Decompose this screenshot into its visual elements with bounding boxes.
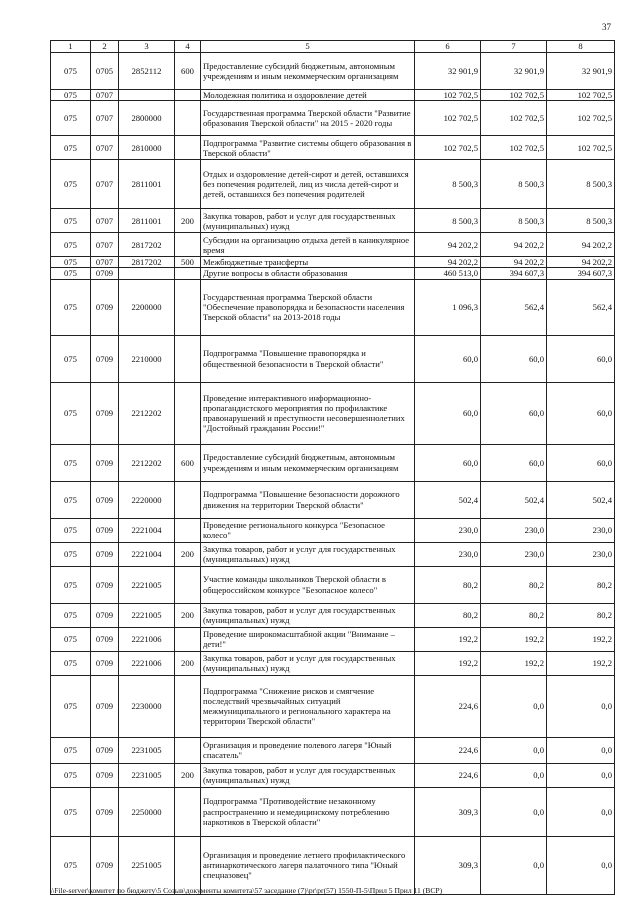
target-article-cell: 2250000 (119, 787, 175, 836)
amount-year1-cell: 32 901,9 (415, 53, 481, 90)
amount-year3-cell: 0,0 (547, 763, 615, 787)
ministry-code-cell: 075 (51, 268, 91, 279)
amount-year2-cell: 394 607,3 (481, 268, 547, 279)
section-code-cell: 0707 (91, 209, 119, 233)
amount-year3-cell: 32 901,9 (547, 53, 615, 90)
amount-year1-cell: 230,0 (415, 518, 481, 542)
table-row (51, 160, 615, 209)
section-code-cell: 0709 (91, 737, 119, 763)
section-code-cell: 0707 (91, 90, 119, 101)
column-header: 5 (201, 41, 415, 53)
ministry-code-cell: 075 (51, 233, 91, 257)
section-code-cell: 0709 (91, 268, 119, 279)
section-code-cell: 0707 (91, 257, 119, 268)
section-code-cell: 0707 (91, 160, 119, 209)
table-row (51, 675, 615, 737)
table-row (51, 737, 615, 763)
section-code-cell: 0709 (91, 627, 119, 651)
column-header: 2 (91, 41, 119, 53)
expense-type-cell: 200 (175, 603, 201, 627)
description-cell: Отдых и оздоровление детей-сирот и детей, оставшихся без попечения родителей, лиц из числа детей-сирот и детей, оставшихся без попечения родителей (201, 160, 415, 209)
table-row (51, 382, 615, 444)
target-article-cell: 2221005 (119, 566, 175, 603)
amount-year2-cell: 32 901,9 (481, 53, 547, 90)
target-article-cell: 2817202 (119, 233, 175, 257)
description-cell: Проведение регионального конкурса "Безопасное колесо" (201, 518, 415, 542)
description-cell: Подпрограмма "Развитие системы общего образования в Тверской области" (201, 136, 415, 160)
amount-year2-cell: 80,2 (481, 566, 547, 603)
table-row (51, 279, 615, 335)
file-path-footer: \\File-server\комитет по бюджету\5 Созыв\документы комитета\57 заседание (7)\pr\pr(57) 1550-П-5\Прил 5 Прил 11 (ВСР) (50, 886, 443, 895)
ministry-code-cell: 075 (51, 627, 91, 651)
table-row (51, 101, 615, 136)
description-cell: Подпрограмма "Снижение рисков и смягчение последствий чрезвычайных ситуаций межмуниципального и регионального характера на территории Тверской области" (201, 675, 415, 737)
amount-year1-cell: 102 702,5 (415, 90, 481, 101)
description-cell: Предоставление субсидий бюджетным, автономным учреждениям и иным некоммерческим организациям (201, 53, 415, 90)
ministry-code-cell: 075 (51, 566, 91, 603)
amount-year1-cell: 60,0 (415, 444, 481, 481)
target-article-cell: 2811001 (119, 209, 175, 233)
ministry-code-cell: 075 (51, 136, 91, 160)
expense-type-cell: 200 (175, 651, 201, 675)
expense-type-cell (175, 518, 201, 542)
table-row (51, 233, 615, 257)
ministry-code-cell: 075 (51, 787, 91, 836)
amount-year3-cell: 0,0 (547, 675, 615, 737)
amount-year2-cell: 0,0 (481, 787, 547, 836)
amount-year1-cell: 192,2 (415, 627, 481, 651)
description-cell: Проведение интерактивного информационно-пропагандистского мероприятия по профилактике правонарушений и преступности несовершеннолетних "Достойный гражданин России!" (201, 382, 415, 444)
ministry-code-cell: 075 (51, 763, 91, 787)
amount-year3-cell: 230,0 (547, 542, 615, 566)
table-row (51, 335, 615, 382)
amount-year3-cell: 394 607,3 (547, 268, 615, 279)
amount-year1-cell: 309,3 (415, 787, 481, 836)
section-code-cell: 0707 (91, 136, 119, 160)
description-cell: Подпрограмма "Повышение правопорядка и общественной безопасности в Тверской области" (201, 335, 415, 382)
table-row (51, 53, 615, 90)
target-article-cell: 2231005 (119, 763, 175, 787)
target-article-cell: 2221005 (119, 603, 175, 627)
amount-year2-cell: 60,0 (481, 335, 547, 382)
amount-year1-cell: 224,6 (415, 763, 481, 787)
description-cell: Организация и проведение полевого лагеря "Юный спасатель" (201, 737, 415, 763)
ministry-code-cell: 075 (51, 101, 91, 136)
amount-year3-cell: 94 202,2 (547, 257, 615, 268)
description-cell: Организация и проведение летнего профилактического антинаркотического лагеря палаточного типа "Юный спецназовец" (201, 836, 415, 894)
section-code-cell: 0707 (91, 233, 119, 257)
target-article-cell: 2852112 (119, 53, 175, 90)
section-code-cell: 0709 (91, 382, 119, 444)
amount-year1-cell: 309,3 (415, 836, 481, 894)
amount-year2-cell: 80,2 (481, 603, 547, 627)
section-code-cell: 0709 (91, 836, 119, 894)
amount-year3-cell: 562,4 (547, 279, 615, 335)
ministry-code-cell: 075 (51, 481, 91, 518)
section-code-cell: 0709 (91, 542, 119, 566)
amount-year2-cell: 0,0 (481, 836, 547, 894)
ministry-code-cell: 075 (51, 209, 91, 233)
amount-year3-cell: 102 702,5 (547, 101, 615, 136)
description-cell: Межбюджетные трансферты (201, 257, 415, 268)
description-cell: Государственная программа Тверской области "Обеспечение правопорядка и безопасности населения Тверской области" на 2013-2018 годы (201, 279, 415, 335)
section-code-cell: 0709 (91, 444, 119, 481)
expense-type-cell: 500 (175, 257, 201, 268)
ministry-code-cell: 075 (51, 603, 91, 627)
table-row (51, 542, 615, 566)
table-row (51, 209, 615, 233)
ministry-code-cell: 075 (51, 257, 91, 268)
target-article-cell: 2212202 (119, 444, 175, 481)
description-cell: Закупка товаров, работ и услуг для государственных (муниципальных) нужд (201, 209, 415, 233)
amount-year2-cell: 502,4 (481, 481, 547, 518)
target-article-cell: 2810000 (119, 136, 175, 160)
amount-year1-cell: 192,2 (415, 651, 481, 675)
amount-year1-cell: 80,2 (415, 566, 481, 603)
amount-year2-cell: 94 202,2 (481, 257, 547, 268)
column-header: 3 (119, 41, 175, 53)
table-row (51, 627, 615, 651)
table-row (51, 257, 615, 268)
target-article-cell: 2251005 (119, 836, 175, 894)
section-code-cell: 0709 (91, 518, 119, 542)
amount-year3-cell: 60,0 (547, 444, 615, 481)
amount-year1-cell: 102 702,5 (415, 101, 481, 136)
amount-year1-cell: 230,0 (415, 542, 481, 566)
section-code-cell: 0705 (91, 53, 119, 90)
ministry-code-cell: 075 (51, 675, 91, 737)
amount-year3-cell: 60,0 (547, 335, 615, 382)
section-code-cell: 0709 (91, 335, 119, 382)
amount-year1-cell: 502,4 (415, 481, 481, 518)
description-cell: Подпрограмма "Противодействие незаконному распространению и немедицинскому потреблению наркотиков в Тверской области" (201, 787, 415, 836)
table-row (51, 566, 615, 603)
section-code-cell: 0709 (91, 603, 119, 627)
table-row (51, 763, 615, 787)
amount-year1-cell: 94 202,2 (415, 233, 481, 257)
target-article-cell (119, 268, 175, 279)
ministry-code-cell: 075 (51, 90, 91, 101)
amount-year3-cell: 192,2 (547, 627, 615, 651)
amount-year1-cell: 460 513,0 (415, 268, 481, 279)
expense-type-cell (175, 335, 201, 382)
target-article-cell: 2221004 (119, 542, 175, 566)
amount-year3-cell: 60,0 (547, 382, 615, 444)
description-cell: Участие команды школьников Тверской области в общероссийском конкурсе "Безопасное колесо" (201, 566, 415, 603)
table-row (51, 136, 615, 160)
table-row (51, 787, 615, 836)
amount-year2-cell: 60,0 (481, 444, 547, 481)
table-row (51, 518, 615, 542)
target-article-cell: 2817202 (119, 257, 175, 268)
expense-type-cell (175, 233, 201, 257)
amount-year2-cell: 230,0 (481, 518, 547, 542)
amount-year1-cell: 224,6 (415, 737, 481, 763)
target-article-cell: 2231005 (119, 737, 175, 763)
amount-year2-cell: 192,2 (481, 651, 547, 675)
amount-year3-cell: 0,0 (547, 787, 615, 836)
expense-type-cell (175, 675, 201, 737)
budget-table (50, 40, 615, 895)
amount-year1-cell: 1 096,3 (415, 279, 481, 335)
target-article-cell: 2220000 (119, 481, 175, 518)
amount-year2-cell: 0,0 (481, 737, 547, 763)
target-article-cell (119, 90, 175, 101)
column-header: 1 (51, 41, 91, 53)
expense-type-cell: 200 (175, 763, 201, 787)
amount-year1-cell: 102 702,5 (415, 136, 481, 160)
amount-year1-cell: 60,0 (415, 335, 481, 382)
table-row (51, 651, 615, 675)
amount-year3-cell: 0,0 (547, 836, 615, 894)
ministry-code-cell: 075 (51, 542, 91, 566)
expense-type-cell (175, 90, 201, 101)
amount-year3-cell: 502,4 (547, 481, 615, 518)
ministry-code-cell: 075 (51, 335, 91, 382)
amount-year1-cell: 8 500,3 (415, 160, 481, 209)
page-number: 37 (602, 22, 611, 32)
amount-year3-cell: 94 202,2 (547, 233, 615, 257)
amount-year3-cell: 192,2 (547, 651, 615, 675)
description-cell: Другие вопросы в области образования (201, 268, 415, 279)
expense-type-cell (175, 382, 201, 444)
amount-year3-cell: 0,0 (547, 737, 615, 763)
expense-type-cell (175, 160, 201, 209)
description-cell: Предоставление субсидий бюджетным, автономным учреждениям и иным некоммерческим организациям (201, 444, 415, 481)
amount-year3-cell: 230,0 (547, 518, 615, 542)
section-code-cell: 0709 (91, 787, 119, 836)
amount-year3-cell: 80,2 (547, 566, 615, 603)
amount-year1-cell: 224,6 (415, 675, 481, 737)
target-article-cell: 2212202 (119, 382, 175, 444)
section-code-cell: 0709 (91, 675, 119, 737)
amount-year2-cell: 102 702,5 (481, 90, 547, 101)
description-cell: Проведение широкомасштабной акции "Внимание – дети!" (201, 627, 415, 651)
table-row (51, 268, 615, 279)
expense-type-cell (175, 481, 201, 518)
amount-year2-cell: 0,0 (481, 763, 547, 787)
section-code-cell: 0709 (91, 566, 119, 603)
amount-year1-cell: 60,0 (415, 382, 481, 444)
ministry-code-cell: 075 (51, 737, 91, 763)
expense-type-cell: 600 (175, 53, 201, 90)
ministry-code-cell: 075 (51, 279, 91, 335)
amount-year3-cell: 8 500,3 (547, 209, 615, 233)
section-code-cell: 0709 (91, 279, 119, 335)
expense-type-cell: 200 (175, 542, 201, 566)
column-header: 7 (481, 41, 547, 53)
amount-year3-cell: 80,2 (547, 603, 615, 627)
amount-year3-cell: 102 702,5 (547, 136, 615, 160)
description-cell: Закупка товаров, работ и услуг для государственных (муниципальных) нужд (201, 603, 415, 627)
expense-type-cell (175, 566, 201, 603)
table-row (51, 444, 615, 481)
amount-year2-cell: 8 500,3 (481, 209, 547, 233)
expense-type-cell (175, 136, 201, 160)
amount-year2-cell: 94 202,2 (481, 233, 547, 257)
amount-year2-cell: 192,2 (481, 627, 547, 651)
table-row (51, 603, 615, 627)
amount-year2-cell: 230,0 (481, 542, 547, 566)
ministry-code-cell: 075 (51, 444, 91, 481)
amount-year1-cell: 94 202,2 (415, 257, 481, 268)
column-header: 8 (547, 41, 615, 53)
ministry-code-cell: 075 (51, 382, 91, 444)
amount-year3-cell: 102 702,5 (547, 90, 615, 101)
expense-type-cell: 600 (175, 444, 201, 481)
target-article-cell: 2210000 (119, 335, 175, 382)
column-header: 4 (175, 41, 201, 53)
section-code-cell: 0707 (91, 101, 119, 136)
target-article-cell: 2800000 (119, 101, 175, 136)
expense-type-cell (175, 627, 201, 651)
amount-year1-cell: 80,2 (415, 603, 481, 627)
amount-year2-cell: 102 702,5 (481, 136, 547, 160)
amount-year2-cell: 0,0 (481, 675, 547, 737)
ministry-code-cell: 075 (51, 518, 91, 542)
column-header: 6 (415, 41, 481, 53)
expense-type-cell: 200 (175, 209, 201, 233)
amount-year2-cell: 102 702,5 (481, 101, 547, 136)
description-cell: Государственная программа Тверской области "Развитие образования Тверской области" на 2015 - 2020 годы (201, 101, 415, 136)
header-row (51, 41, 615, 53)
ministry-code-cell: 075 (51, 651, 91, 675)
ministry-code-cell: 075 (51, 836, 91, 894)
amount-year3-cell: 8 500,3 (547, 160, 615, 209)
section-code-cell: 0709 (91, 763, 119, 787)
expense-type-cell (175, 737, 201, 763)
description-cell: Субсидии на организацию отдыха детей в каникулярное время (201, 233, 415, 257)
amount-year2-cell: 562,4 (481, 279, 547, 335)
target-article-cell: 2221004 (119, 518, 175, 542)
expense-type-cell (175, 279, 201, 335)
description-cell: Закупка товаров, работ и услуг для государственных (муниципальных) нужд (201, 542, 415, 566)
target-article-cell: 2221006 (119, 651, 175, 675)
section-code-cell: 0709 (91, 651, 119, 675)
amount-year2-cell: 60,0 (481, 382, 547, 444)
ministry-code-cell: 075 (51, 160, 91, 209)
section-code-cell: 0709 (91, 481, 119, 518)
description-cell: Подпрограмма "Повышение безопасности дорожного движения на территории Тверской области" (201, 481, 415, 518)
expense-type-cell (175, 101, 201, 136)
table-row (51, 90, 615, 101)
description-cell: Молодежная политика и оздоровление детей (201, 90, 415, 101)
amount-year2-cell: 8 500,3 (481, 160, 547, 209)
description-cell: Закупка товаров, работ и услуг для государственных (муниципальных) нужд (201, 763, 415, 787)
table-row (51, 481, 615, 518)
amount-year1-cell: 8 500,3 (415, 209, 481, 233)
expense-type-cell (175, 268, 201, 279)
target-article-cell: 2221006 (119, 627, 175, 651)
expense-type-cell (175, 787, 201, 836)
target-article-cell: 2230000 (119, 675, 175, 737)
ministry-code-cell: 075 (51, 53, 91, 90)
target-article-cell: 2811001 (119, 160, 175, 209)
description-cell: Закупка товаров, работ и услуг для государственных (муниципальных) нужд (201, 651, 415, 675)
target-article-cell: 2200000 (119, 279, 175, 335)
